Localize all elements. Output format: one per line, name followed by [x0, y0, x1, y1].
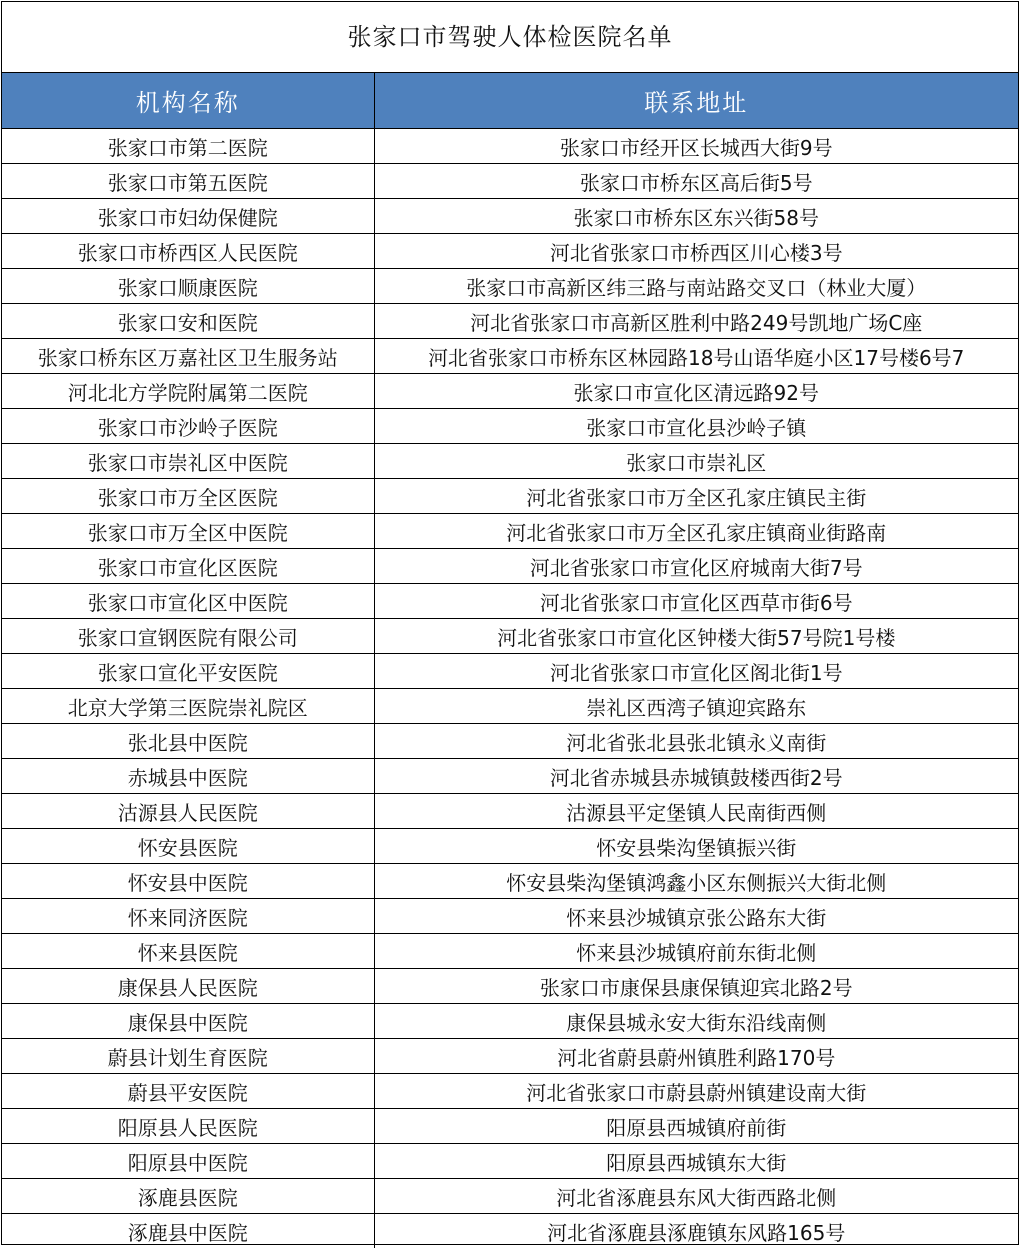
address-cell: 河北省蔚县蔚州镇胜利路170号 [374, 1039, 1018, 1074]
table-header-row [2, 73, 1018, 129]
institution-name-cell: 河北北方学院附属第二医院 [2, 374, 374, 409]
column-header-name: 机构名称 [2, 73, 374, 129]
table-row [2, 724, 1018, 759]
institution-name-cell: 张家口市桥西区人民医院 [2, 234, 374, 269]
hospital-list-sheet [1, 1, 1019, 1245]
table-row [2, 654, 1018, 689]
institution-name-cell: 张家口宣钢医院有限公司 [2, 619, 374, 654]
table-row [2, 689, 1018, 724]
address-cell: 河北省张家口市桥东区林园路18号山语华庭小区17号楼6号7 [374, 339, 1018, 374]
institution-name-cell: 阳原县人民医院 [2, 1109, 374, 1144]
institution-name-cell: 怀安县中医院 [2, 864, 374, 899]
institution-name-cell: 蔚县计划生育医院 [2, 1039, 374, 1074]
table-row [2, 339, 1018, 374]
address-cell: 河北省张家口市宣化区西草市街6号 [374, 584, 1018, 619]
institution-name-cell: 怀安县医院 [2, 829, 374, 864]
address-cell: 怀来县沙城镇京张公路东大街 [374, 899, 1018, 934]
table-row [2, 514, 1018, 549]
table-row [2, 374, 1018, 409]
table-row [2, 304, 1018, 339]
table-row [2, 759, 1018, 794]
table-row [2, 584, 1018, 619]
address-cell: 河北省张北县张北镇永义南街 [374, 724, 1018, 759]
table-row [2, 549, 1018, 584]
table-row [2, 864, 1018, 899]
address-cell: 张家口市高新区纬三路与南站路交叉口（林业大厦） [374, 269, 1018, 304]
table-row [2, 234, 1018, 269]
address-cell: 河北省张家口市宣化区钟楼大街57号院1号楼 [374, 619, 1018, 654]
hospital-table [2, 73, 1018, 1248]
address-cell: 河北省张家口市桥西区川心楼3号 [374, 234, 1018, 269]
institution-name-cell: 张家口市第五医院 [2, 164, 374, 199]
table-row [2, 409, 1018, 444]
address-cell: 河北省张家口市万全区孔家庄镇商业街路南 [374, 514, 1018, 549]
table-row [2, 479, 1018, 514]
table-row [2, 1179, 1018, 1214]
institution-name-cell: 沽源县人民医院 [2, 794, 374, 829]
table-row [2, 1144, 1018, 1179]
table-row [2, 444, 1018, 479]
institution-name-cell: 张家口市崇礼区中医院 [2, 444, 374, 479]
address-cell: 河北省张家口市万全区孔家庄镇民主街 [374, 479, 1018, 514]
address-cell: 怀来县沙城镇府前东街北侧 [374, 934, 1018, 969]
address-cell: 河北省赤城县赤城镇鼓楼西街2号 [374, 759, 1018, 794]
institution-name-cell: 张北县中医院 [2, 724, 374, 759]
institution-name-cell: 张家口宣化平安医院 [2, 654, 374, 689]
table-row [2, 164, 1018, 199]
institution-name-cell: 北京大学第三医院崇礼院区 [2, 689, 374, 724]
institution-name-cell: 张家口安和医院 [2, 304, 374, 339]
table-row [2, 794, 1018, 829]
institution-name-cell: 张家口顺康医院 [2, 269, 374, 304]
address-cell: 张家口市经开区长城西大街9号 [374, 129, 1018, 164]
address-cell: 河北省张家口市宣化区府城南大街7号 [374, 549, 1018, 584]
address-cell: 怀安县柴沟堡镇鸿鑫小区东侧振兴大街北侧 [374, 864, 1018, 899]
institution-name-cell: 怀来县医院 [2, 934, 374, 969]
table-row [2, 969, 1018, 1004]
table-row [2, 1214, 1018, 1248]
institution-name-cell: 阳原县中医院 [2, 1144, 374, 1179]
address-cell: 张家口市桥东区东兴街58号 [374, 199, 1018, 234]
address-cell: 怀安县柴沟堡镇振兴街 [374, 829, 1018, 864]
institution-name-cell: 张家口市第二医院 [2, 129, 374, 164]
address-cell: 张家口市宣化县沙岭子镇 [374, 409, 1018, 444]
address-cell: 河北省涿鹿县涿鹿镇东风路165号 [374, 1214, 1018, 1248]
address-cell: 康保县城永安大街东沿线南侧 [374, 1004, 1018, 1039]
address-cell: 张家口市宣化区清远路92号 [374, 374, 1018, 409]
address-cell: 阳原县西城镇府前街 [374, 1109, 1018, 1144]
institution-name-cell: 张家口市宣化区中医院 [2, 584, 374, 619]
institution-name-cell: 张家口桥东区万嘉社区卫生服务站 [2, 339, 374, 374]
address-cell: 阳原县西城镇东大街 [374, 1144, 1018, 1179]
page-title: 张家口市驾驶人体检医院名单 [2, 2, 1018, 73]
table-row [2, 1074, 1018, 1109]
table-row [2, 199, 1018, 234]
institution-name-cell: 张家口市沙岭子医院 [2, 409, 374, 444]
institution-name-cell: 张家口市宣化区医院 [2, 549, 374, 584]
institution-name-cell: 张家口市万全区医院 [2, 479, 374, 514]
address-cell: 张家口市崇礼区 [374, 444, 1018, 479]
table-row [2, 829, 1018, 864]
institution-name-cell: 涿鹿县医院 [2, 1179, 374, 1214]
table-row [2, 899, 1018, 934]
institution-name-cell: 康保县中医院 [2, 1004, 374, 1039]
address-cell: 张家口市康保县康保镇迎宾北路2号 [374, 969, 1018, 1004]
address-cell: 河北省张家口市宣化区阁北街1号 [374, 654, 1018, 689]
institution-name-cell: 康保县人民医院 [2, 969, 374, 1004]
table-row [2, 1109, 1018, 1144]
table-row [2, 934, 1018, 969]
table-row [2, 619, 1018, 654]
address-cell: 河北省张家口市蔚县蔚州镇建设南大街 [374, 1074, 1018, 1109]
institution-name-cell: 怀来同济医院 [2, 899, 374, 934]
address-cell: 崇礼区西湾子镇迎宾路东 [374, 689, 1018, 724]
institution-name-cell: 蔚县平安医院 [2, 1074, 374, 1109]
table-row [2, 269, 1018, 304]
institution-name-cell: 张家口市妇幼保健院 [2, 199, 374, 234]
column-header-address: 联系地址 [374, 73, 1018, 129]
address-cell: 河北省涿鹿县东风大街西路北侧 [374, 1179, 1018, 1214]
table-body [2, 129, 1018, 1248]
address-cell: 张家口市桥东区高后街5号 [374, 164, 1018, 199]
address-cell: 河北省张家口市高新区胜利中路249号凯地广场C座 [374, 304, 1018, 339]
institution-name-cell: 张家口市万全区中医院 [2, 514, 374, 549]
institution-name-cell: 涿鹿县中医院 [2, 1214, 374, 1248]
table-row [2, 1039, 1018, 1074]
institution-name-cell: 赤城县中医院 [2, 759, 374, 794]
table-row [2, 129, 1018, 164]
address-cell: 沽源县平定堡镇人民南街西侧 [374, 794, 1018, 829]
table-row [2, 1004, 1018, 1039]
